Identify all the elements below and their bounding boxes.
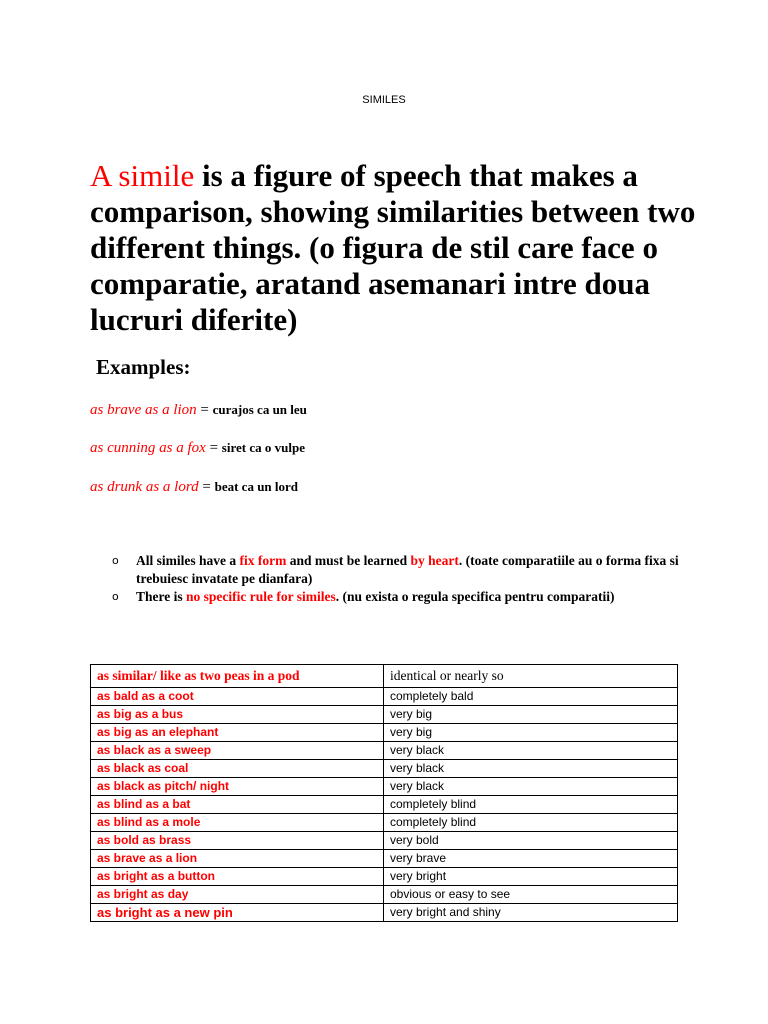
meaning-cell: completely blind <box>384 796 678 814</box>
meaning-cell: very big <box>384 724 678 742</box>
simile-cell: as black as coal <box>91 760 384 778</box>
example-item <box>90 402 307 419</box>
meaning-cell: very bold <box>384 832 678 850</box>
meaning-cell: very black <box>384 742 678 760</box>
simile-cell: as blind as a mole <box>91 814 384 832</box>
definition-lead: A simile <box>90 158 195 193</box>
simile-cell: as blind as a bat <box>91 796 384 814</box>
meaning-cell: very bright and shiny <box>384 904 678 922</box>
meaning-cell: completely bald <box>384 688 678 706</box>
simile-cell: as big as a bus <box>91 706 384 724</box>
note-highlight: no specific rule for similes <box>186 589 336 604</box>
similes-table <box>90 664 678 922</box>
example-equals: = <box>198 479 215 495</box>
example-equals: = <box>205 440 222 456</box>
simile-cell: as black as pitch/ night <box>91 778 384 796</box>
simile-cell: as bright as day <box>91 886 384 904</box>
table-row <box>91 868 678 886</box>
notes-list <box>112 552 692 606</box>
note-highlight: fix form <box>239 553 287 568</box>
example-english: as drunk as a lord <box>90 479 199 495</box>
note-text: and must be learned <box>286 553 411 568</box>
table-row <box>91 724 678 742</box>
example-item <box>90 479 298 496</box>
table-row <box>91 760 678 778</box>
table-row <box>91 688 678 706</box>
simile-cell: as brave as a lion <box>91 850 384 868</box>
note-text: There is <box>136 589 186 604</box>
note-text: All similes have a <box>136 553 240 568</box>
example-item <box>90 440 305 457</box>
note-highlight: by heart <box>410 553 459 568</box>
example-english: as cunning as a fox <box>90 440 206 456</box>
simile-definition <box>90 158 700 338</box>
simile-cell: as big as an elephant <box>91 724 384 742</box>
table-row <box>91 850 678 868</box>
table-row <box>91 814 678 832</box>
table-row <box>91 706 678 724</box>
examples-heading: Examples: <box>96 355 191 379</box>
table-row <box>91 796 678 814</box>
note-text: . (toate comparatiile au o forma fixa si trebuiesc invatate pe dianfara) <box>136 553 679 586</box>
example-romanian: siret ca o vulpe <box>221 440 305 455</box>
page-title: SIMILES <box>362 94 406 106</box>
table-row <box>91 742 678 760</box>
meaning-cell: very black <box>384 778 678 796</box>
simile-cell: as bold as brass <box>91 832 384 850</box>
meaning-cell: completely blind <box>384 814 678 832</box>
table-header-row <box>91 665 678 688</box>
table-row <box>91 778 678 796</box>
meaning-cell: obvious or easy to see <box>384 886 678 904</box>
note-item <box>112 552 692 588</box>
bullet-icon: o <box>112 554 119 567</box>
table-row <box>91 904 678 922</box>
simile-cell: as bright as a new pin <box>91 904 384 922</box>
definition-text: is a figure of speech that makes a comparison, showing similarities between two different things. (o figura de stil care face o comparatie, aratand asemanari intre doua lucruri diferite) <box>90 158 696 337</box>
meaning-cell: very black <box>384 760 678 778</box>
bullet-icon: o <box>112 590 119 603</box>
table-row <box>91 832 678 850</box>
example-english: as brave as a lion <box>90 402 197 418</box>
header-simile-cell: as similar/ like as two peas in a pod <box>91 665 384 688</box>
meaning-cell: very bright <box>384 868 678 886</box>
example-romanian: beat ca un lord <box>214 479 299 494</box>
simile-cell: as bald as a coot <box>91 688 384 706</box>
note-text: . (nu exista o regula specifica pentru comparatii) <box>335 589 615 604</box>
header-meaning-cell: identical or nearly so <box>384 665 678 688</box>
table-row <box>91 886 678 904</box>
example-romanian: curajos ca un leu <box>212 402 307 417</box>
simile-cell: as bright as a button <box>91 868 384 886</box>
meaning-cell: very big <box>384 706 678 724</box>
simile-cell: as black as a sweep <box>91 742 384 760</box>
note-item <box>112 588 692 606</box>
example-equals: = <box>196 402 213 418</box>
meaning-cell: very brave <box>384 850 678 868</box>
